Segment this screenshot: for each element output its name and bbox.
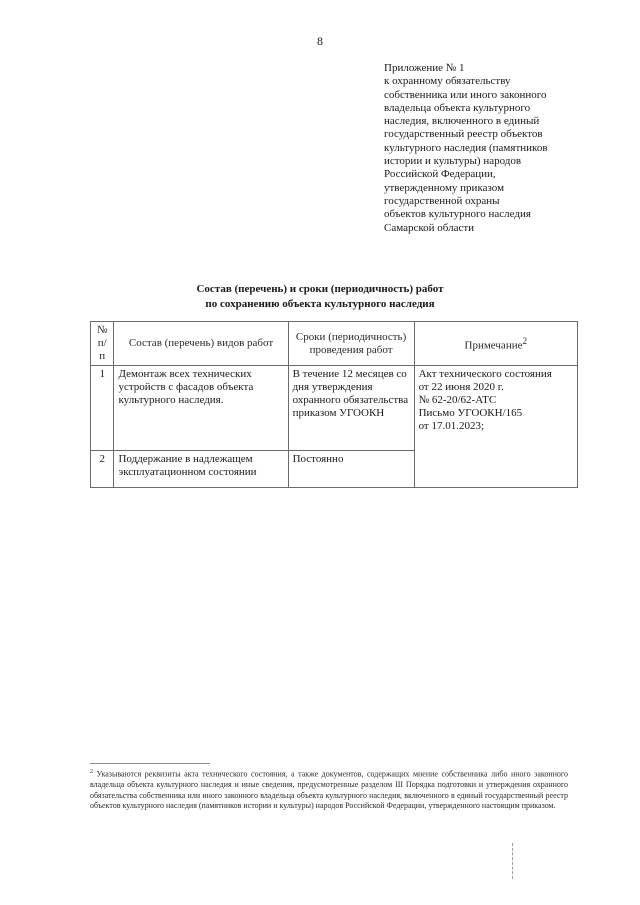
- scan-artifact-line: [512, 843, 513, 879]
- title-line-2: по сохранению объекта культурного наследия: [205, 298, 435, 310]
- row-num: 2: [91, 451, 114, 488]
- annex-line: Российской Федерации,: [384, 168, 496, 181]
- header-note-label: Примечание: [464, 339, 523, 352]
- footnote: [90, 767, 568, 812]
- annex-line: утвержденному приказом: [384, 181, 505, 194]
- header-note: [414, 322, 577, 366]
- table-header-row: [91, 322, 578, 366]
- row-note: [414, 366, 577, 488]
- annex-line: Самарской области: [384, 221, 475, 234]
- annex-line: Приложение № 1: [384, 62, 465, 74]
- row-term: В течение 12 месяцев со дня утверждения охранного обязательства приказом УГООКН: [288, 366, 414, 451]
- note-line: Письмо УГООКН/165: [418, 407, 523, 419]
- footnote-marker: 2: [522, 335, 528, 346]
- footnote-divider: [90, 763, 210, 764]
- annex-line: объектов культурного наследия: [384, 208, 531, 221]
- footnote-marker: 2: [90, 769, 93, 775]
- annex-line: собственника или иного законного: [384, 88, 547, 101]
- footnote-text: Указываются реквизиты акта технического состояния, а также документов, содержащих мнение собственника либо иного законного владельца объекта культурного наследия и иные сведения, предусмотренные разделом III Порядка подготовки и утверждения охранного обязательства собственника или иного законного владельца объекта культурного наследия, включенного в единый государственный реестр объектов культурного наследия (памятников истории и культуры) народов Российской Федерации, утвержденного настоящим приказом.: [90, 769, 569, 811]
- document-title: [0, 282, 640, 312]
- annex-line: к охранному обязательству: [384, 75, 511, 88]
- row-num: 1: [91, 366, 114, 451]
- note-line: от 22 июня 2020 г.: [418, 381, 504, 393]
- table-row: [91, 366, 578, 451]
- annex-line: истории и культуры) народов: [384, 155, 522, 168]
- annex-line: культурного наследия (памятников: [384, 141, 548, 154]
- row-term: Постоянно: [288, 451, 414, 488]
- annex-line: владельца объекта культурного: [384, 101, 531, 114]
- note-line: Акт технического состояния: [418, 368, 552, 380]
- note-line: № 62-20/62-АТС: [418, 394, 497, 406]
- title-line-1: Состав (перечень) и сроки (периодичность) работ: [196, 283, 444, 295]
- annex-line: государственной охраны: [384, 194, 500, 207]
- annex-line: государственный реестр объектов: [384, 128, 543, 141]
- header-composition: Состав (перечень) видов работ: [114, 322, 288, 366]
- page-number: 8: [317, 34, 323, 48]
- annex-line: наследия, включенного в единый: [384, 115, 540, 128]
- row-composition: Демонтаж всех технических устройств с фасадов объекта культурного наследия.: [114, 366, 288, 451]
- header-num: № п/п: [91, 322, 114, 366]
- row-composition: Поддержание в надлежащем эксплуатационном состоянии: [114, 451, 288, 488]
- annex-block: [384, 62, 584, 235]
- note-line: от 17.01.2023;: [418, 420, 485, 432]
- works-table: [90, 321, 578, 488]
- header-term: Сроки (периодичность) проведения работ: [288, 322, 414, 366]
